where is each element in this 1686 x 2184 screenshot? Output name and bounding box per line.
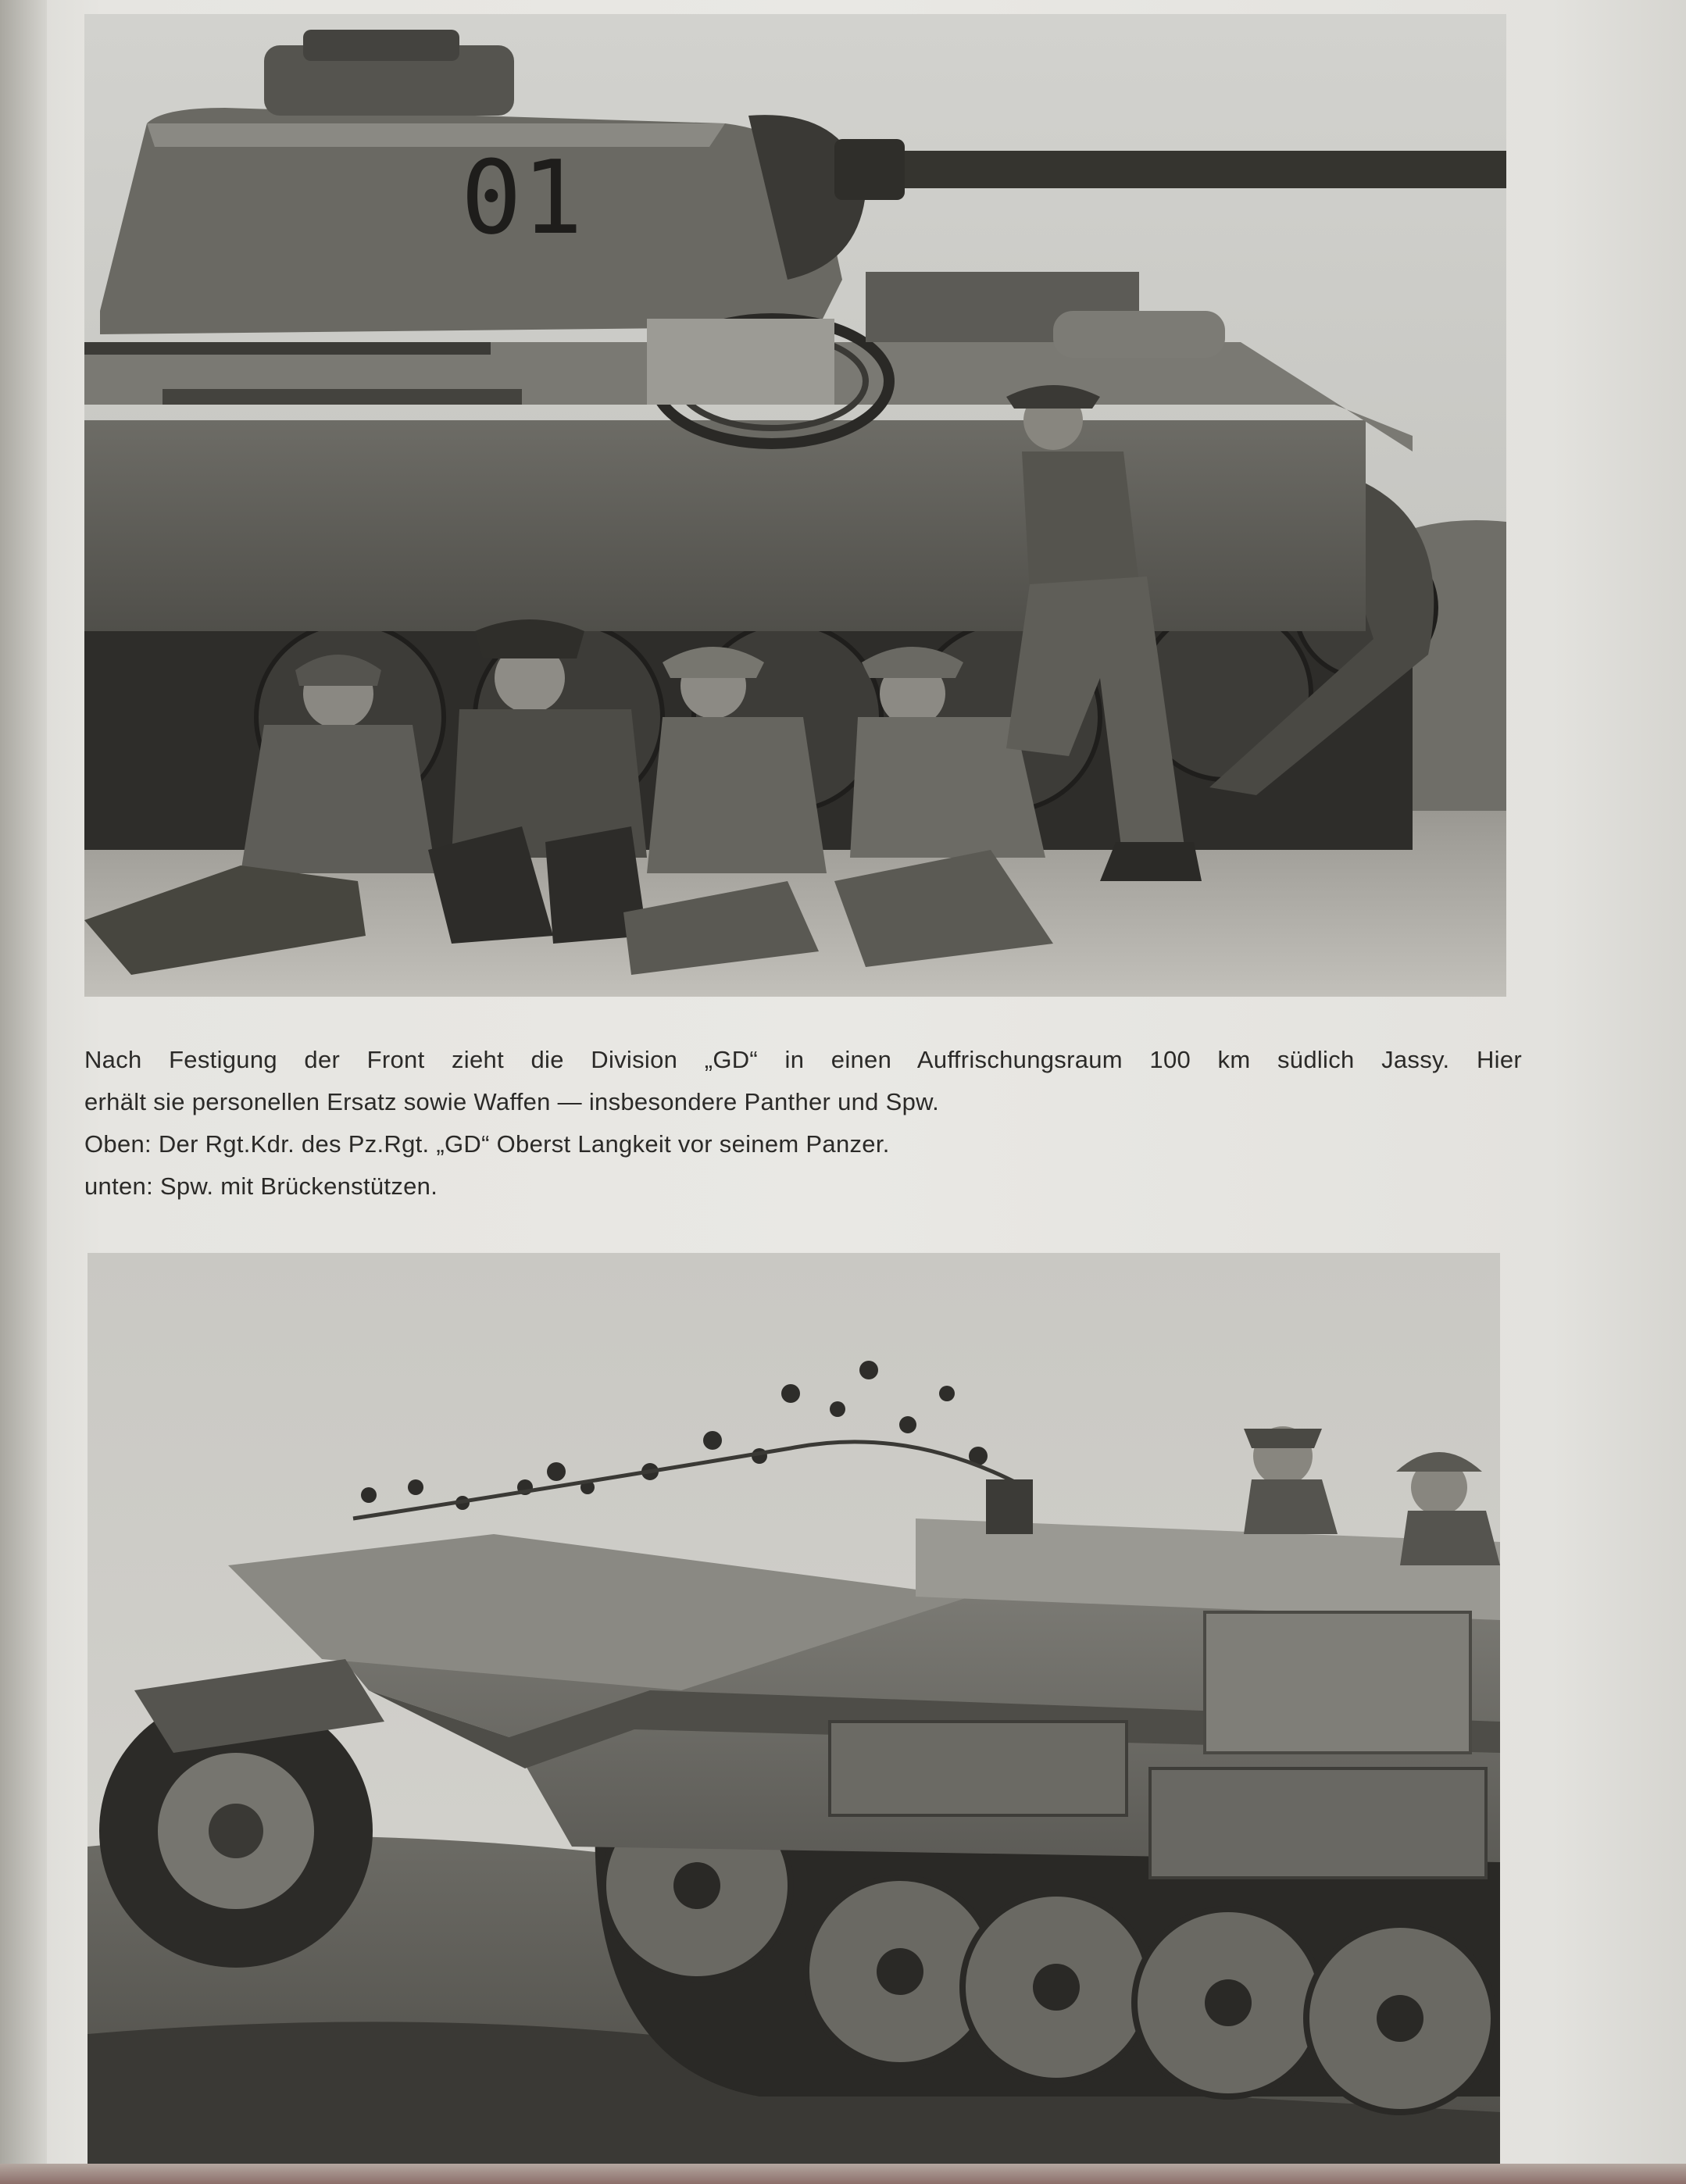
caption-line-4: unten: Spw. mit Brückenstützen.	[84, 1172, 438, 1200]
photo-panther-tank	[84, 14, 1506, 997]
page-bottom-edge	[0, 2164, 1686, 2184]
caption-line-1: Nach Festigung der Front zieht die Division „GD“ in einen Auffrischungsraum 100 km südlich Jassy. Hier	[84, 1046, 1522, 1073]
halftrack-photo-drawing	[88, 1253, 1500, 2184]
page-gutter-shadow	[0, 0, 47, 2184]
panther-photo-drawing	[84, 14, 1506, 997]
caption-line-3: Oben: Der Rgt.Kdr. des Pz.Rgt. „GD“ Oberst Langkeit vor seinem Panzer.	[84, 1130, 890, 1158]
caption-line-2: erhält sie personellen Ersatz sowie Waffen — insbesondere Panther und Spw.	[84, 1088, 940, 1115]
hull-number: 01	[460, 138, 584, 257]
photo-halftrack-spw	[88, 1253, 1500, 2184]
photo-caption	[84, 1039, 1522, 1208]
